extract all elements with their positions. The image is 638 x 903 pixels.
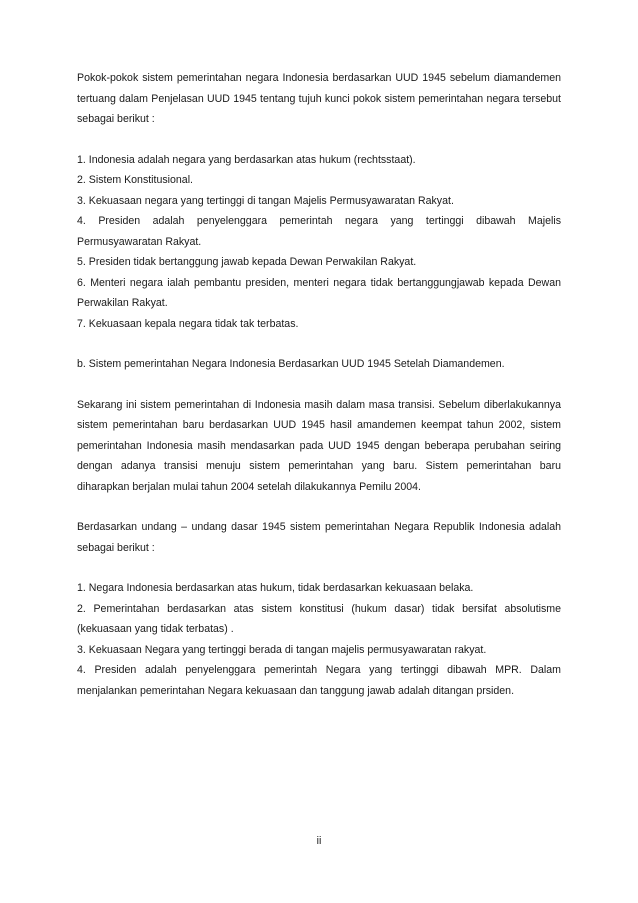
list-item: 3. Kekuasaan negara yang tertinggi di tangan Majelis Permusyawaratan Rakyat.	[77, 194, 454, 207]
list-item: 6. Menteri negara ialah pembantu presiden, menteri negara tidak bertanggungjawab kepada Dewan Perwakilan Rakyat.	[77, 276, 561, 309]
list-item: 7. Kekuasaan kepala negara tidak tak terbatas.	[77, 317, 299, 330]
list-item: 1. Indonesia adalah negara yang berdasarkan atas hukum (rechtsstaat).	[77, 153, 416, 166]
list-item: 1. Negara Indonesia berdasarkan atas hukum, tidak berdasarkan kekuasaan belaka.	[77, 582, 474, 594]
system-intro-paragraph: Berdasarkan undang – undang dasar 1945 sistem pemerintahan Negara Republik Indonesia adalah sebagai berikut :	[77, 521, 561, 554]
transition-paragraph: Sekarang ini sistem pemerintahan di Indonesia masih dalam masa transisi. Sebelum diberlakukannya sistem pemerintahan baru berdasarkan UUD 1945 hasil amandemen keempat tahun 2002, sistem pemerintahan Indonesia masih mendasarkan pada UUD 1945 dengan beberapa perubahan seiring dengan adanya transisi menuju sistem pemerintahan yang baru. Sistem pemerintahan baru diharapkan berjalan mulai tahun 2004 setelah dilakukannya Pemilu 2004.	[77, 398, 561, 493]
page-number: ii	[316, 835, 322, 847]
list-a	[77, 150, 561, 335]
list-item: 5. Presiden tidak bertanggung jawab kepada Dewan Perwakilan Rakyat.	[77, 256, 417, 268]
list-item: 4. Presiden adalah penyelenggara pemerintah Negara yang tertinggi dibawah MPR. Dalam menjalankan pemerintahan Negara kekuasaan dan tanggung jawab adalah ditangan prsiden.	[77, 664, 561, 697]
list-item: 2. Pemerintahan berdasarkan atas sistem konstitusi (hukum dasar) tidak bersifat absolutisme (kekuasaan yang tidak terbatas) .	[77, 602, 561, 635]
list-b	[77, 578, 561, 701]
intro-paragraph: Pokok-pokok sistem pemerintahan negara Indonesia berdasarkan UUD 1945 sebelum diamandemen tertuang dalam Penjelasan UUD 1945 tentang tujuh kunci pokok sistem pemerintahan negara tersebut sebagai berikut :	[77, 72, 561, 125]
page-content	[77, 68, 561, 701]
list-item: 3. Kekuasaan Negara yang tertinggi berada di tangan majelis permusyawaratan rakyat.	[77, 643, 487, 656]
list-item: 4. Presiden adalah penyelenggara pemerintah negara yang tertinggi dibawah Majelis Permusyawaratan Rakyat.	[77, 215, 561, 248]
list-item: 2. Sistem Konstitusional.	[77, 174, 193, 186]
section-heading-b: b. Sistem pemerintahan Negara Indonesia Berdasarkan UUD 1945 Setelah Diamandemen.	[77, 358, 505, 370]
